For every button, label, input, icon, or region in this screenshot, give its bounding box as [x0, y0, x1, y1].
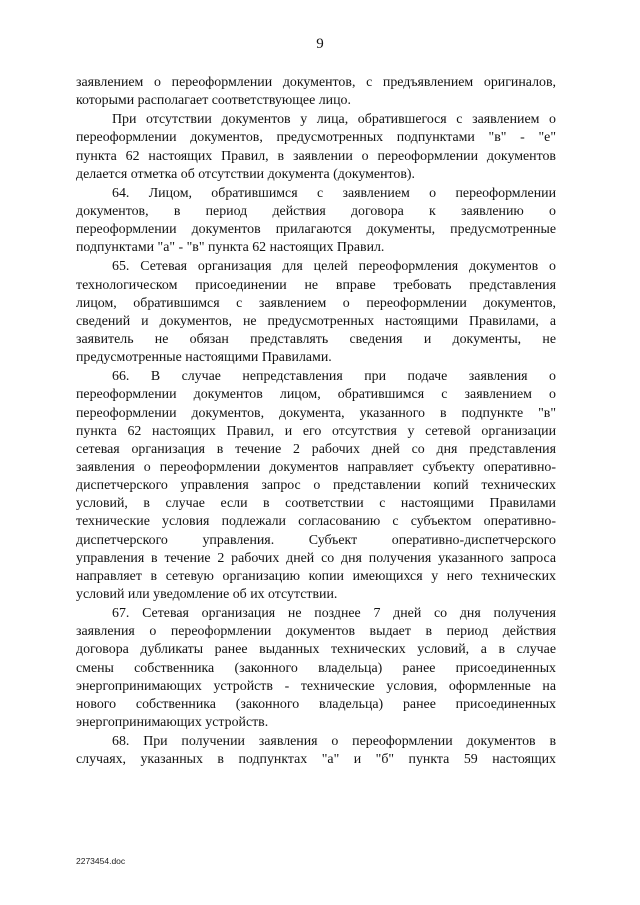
- text-line: условий, в случае если в соответствии с настоящими Правилами: [76, 496, 556, 512]
- paragraph: [76, 605, 556, 732]
- text-line: 66. В случае непредставления при подаче заявления о: [112, 369, 556, 385]
- text-line: переоформлении документов, предусмотренных подпунктами "в" - "е": [76, 130, 556, 146]
- footer-filename: 2273454.doc: [76, 856, 126, 866]
- document-body: [76, 74, 556, 770]
- text-line: энергопринимающих устройств.: [76, 714, 269, 730]
- text-line: диспетчерского управления. Субъект оперативно-диспетчерского: [76, 532, 556, 548]
- text-line: заявления о переоформлении документов выдает в период действия: [76, 624, 556, 640]
- text-line: заявитель не обязан представлять сведения и документы, не: [76, 331, 556, 347]
- text-line: При отсутствии документов у лица, обратившегося с заявлением о: [112, 112, 556, 128]
- text-line: сведений и документов, не предусмотренных настоящими Правилами, а: [76, 313, 556, 329]
- text-line: 64. Лицом, обратившимся с заявлением о переоформлении: [112, 185, 556, 201]
- text-line: случаях, указанных в подпунктах "а" и "б" пункта 59 настоящих: [76, 752, 556, 768]
- text-line: делается отметка об отсутствии документа (документов).: [76, 166, 416, 182]
- text-line: технологическом присоединении не вправе требовать представления: [76, 277, 556, 293]
- text-line: условий или уведомление об их отсутствии.: [76, 586, 338, 602]
- page-number: 9: [316, 36, 324, 52]
- text-line: смены собственника (законного владельца) ранее присоединенных: [76, 660, 556, 676]
- text-line: предусмотренные настоящими Правилами.: [76, 350, 332, 366]
- paragraph: [76, 111, 556, 184]
- text-line: 65. Сетевая организация для целей переоформления документов о: [112, 259, 556, 275]
- paragraph: [76, 258, 556, 367]
- text-line: сетевая организация в течение 2 рабочих дней со дня представления: [76, 441, 556, 457]
- text-line: переоформлении документов прилагаются документы, предусмотренные: [76, 222, 556, 238]
- text-line: переоформлении документов, документа, указанного в подпункте "в": [76, 405, 556, 421]
- text-line: управления в течение 2 рабочих дней со дня получения указанного запроса: [76, 550, 556, 566]
- text-line: заявления о переоформлении документов направляет субъекту оперативно-: [76, 459, 556, 475]
- paragraph: [76, 733, 556, 769]
- text-line: нового собственника (законного владельца) ранее присоединенных: [76, 696, 556, 712]
- text-line: диспетчерского управления запрос о представлении копий технических: [76, 478, 556, 494]
- text-line: переоформлении документов лицом, обратившимся с заявлением о: [76, 387, 556, 403]
- text-line: пункта 62 настоящих Правил, и его отсутствия у сетевой организации: [76, 423, 556, 439]
- text-line: подпунктами "а" - "в" пункта 62 настоящих Правил.: [76, 240, 385, 256]
- text-line: договора дубликаты ранее выданных технических условий, а в случае: [76, 642, 556, 658]
- text-line: 67. Сетевая организация не позднее 7 дней со дня получения: [112, 606, 556, 622]
- paragraph: [76, 368, 556, 604]
- text-line: направляет в сетевую организацию копии имеющихся у него технических: [76, 568, 556, 584]
- text-line: пункта 62 настоящих Правил, в заявлении о переоформлении документов: [76, 148, 556, 164]
- paragraph: [76, 185, 556, 258]
- text-line: 68. При получении заявления о переоформлении документов в: [112, 734, 556, 750]
- text-line: заявлением о переоформлении документов, с предъявлением оригиналов,: [76, 75, 556, 90]
- text-line: технические условия подлежали согласованию с субъектом оперативно-: [76, 514, 556, 530]
- text-line: которыми располагает соответствующее лицо.: [76, 93, 351, 109]
- paragraph: [76, 74, 556, 110]
- text-line: документов, в период действия договора к заявлению о: [76, 203, 556, 219]
- text-line: энергопринимающих устройств - технические условия, оформленные на: [76, 678, 556, 694]
- text-line: лицом, обратившимся с заявлением о переоформлении документов,: [76, 295, 556, 311]
